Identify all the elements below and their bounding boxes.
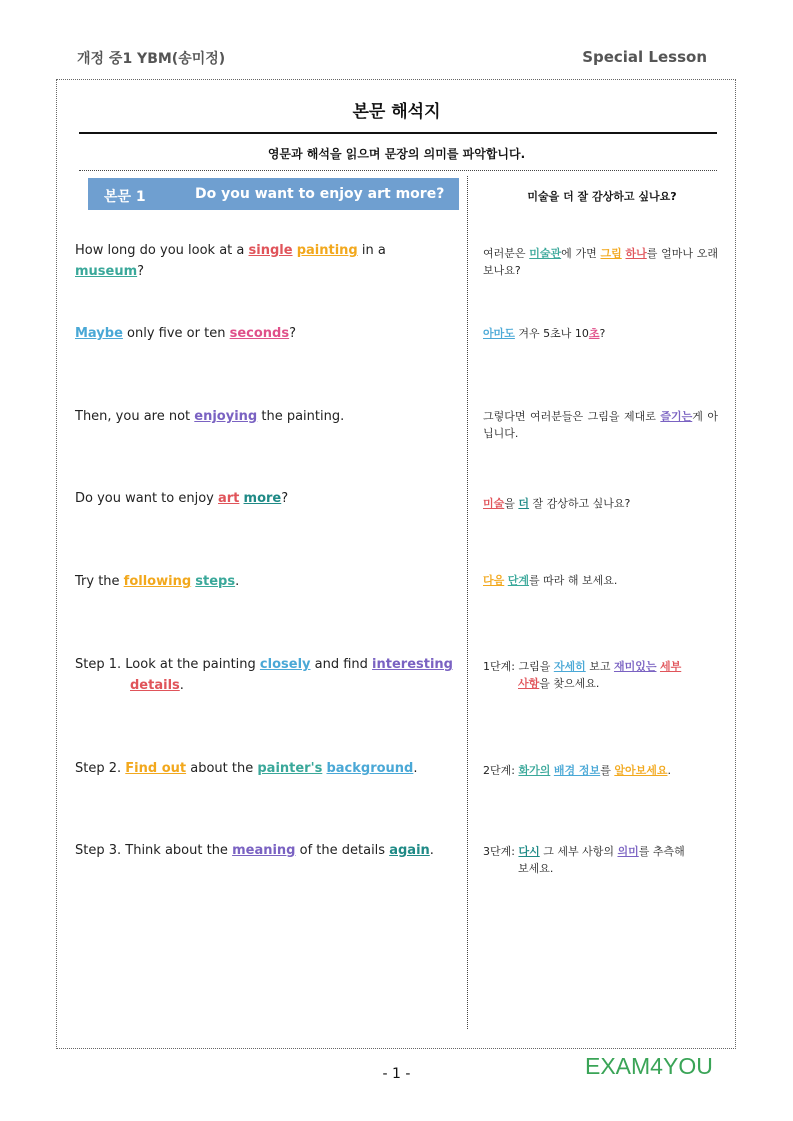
text-segment: 그 세부 사항의 (539, 845, 618, 858)
text-segment: ? (599, 327, 606, 340)
en-line (75, 240, 455, 282)
text-segment: 를 추측해 (638, 845, 685, 858)
text-segment: 2단계: (483, 764, 519, 777)
highlighted-word: single (248, 243, 293, 258)
section-number: 본문 1 (104, 189, 146, 205)
text-segment: 보세요. (518, 862, 554, 875)
en-line (75, 758, 455, 779)
kr-line (483, 860, 718, 877)
highlighted-word: 하나 (625, 247, 647, 260)
highlighted-word: 미술 (483, 497, 505, 510)
english-sentence (75, 758, 455, 779)
text-segment: . (413, 761, 418, 776)
text-segment: about the (186, 761, 258, 776)
en-line (75, 406, 455, 427)
highlighted-word: 아마도 (483, 327, 515, 340)
en-line (75, 323, 455, 344)
text-segment: Step 1. Look at the painting (75, 657, 260, 672)
highlighted-word: 배경 정보 (553, 764, 601, 777)
exam4you-logo: EXAM4YOU (585, 1053, 713, 1079)
header-course: 개정 중1 YBM(송미정) (77, 51, 226, 67)
column-divider (467, 176, 468, 1029)
text-segment: . (179, 678, 184, 693)
text-segment: ? (137, 264, 145, 279)
en-line (75, 488, 455, 509)
text-segment: 에 가면 (561, 247, 601, 260)
text-segment: 게 아닙니다. (483, 410, 718, 440)
korean-translation (483, 245, 718, 279)
en-line (75, 571, 455, 592)
text-segment: ? (289, 326, 296, 341)
highlighted-word: 초 (588, 327, 600, 340)
text-segment: Step 3. Think about the (75, 843, 233, 858)
highlighted-word: painter's (257, 761, 323, 776)
page-frame (56, 79, 736, 1049)
text-segment: in a (357, 243, 386, 258)
text-segment: 를 따라 해 보세요. (529, 574, 618, 587)
kr-line (483, 495, 718, 512)
korean-translation (483, 658, 718, 692)
title-divider (79, 132, 717, 134)
korean-translation (483, 843, 718, 877)
text-segment: 잘 감상하고 싶나요? (529, 497, 631, 510)
highlighted-word: enjoying (194, 409, 258, 424)
en-line (75, 840, 455, 861)
kr-line (483, 408, 718, 442)
header-lesson: Special Lesson (582, 48, 707, 66)
highlighted-word: painting (296, 243, 358, 258)
text-segment: 그렇다면 여러분들은 그림을 제대로 (483, 410, 661, 423)
english-sentence (75, 571, 455, 592)
highlighted-word: museum (75, 264, 138, 279)
highlighted-word: 사항 (518, 677, 540, 690)
text-segment: and find (310, 657, 373, 672)
section-header (88, 178, 459, 210)
english-sentence (75, 323, 455, 344)
text-segment: 3단계: (483, 845, 519, 858)
text-segment: 겨우 5초나 10 (514, 327, 589, 340)
text-segment: . (667, 764, 671, 777)
highlighted-word: background (326, 761, 414, 776)
korean-translation (483, 325, 718, 342)
subtitle-divider (79, 170, 717, 171)
highlighted-word: 알아보세요 (614, 764, 668, 777)
highlighted-word: 다시 (518, 845, 540, 858)
text-segment: 을 (504, 497, 519, 510)
highlighted-word: 의미 (617, 845, 639, 858)
highlighted-word: art (218, 491, 240, 506)
kr-line (483, 658, 718, 675)
english-sentence (75, 488, 455, 509)
highlighted-word: seconds (229, 326, 290, 341)
highlighted-word: more (243, 491, 282, 506)
text-segment: 을 찾으세요. (539, 677, 600, 690)
highlighted-word: meaning (232, 843, 296, 858)
section-title: Do you want to enjoy art more? (195, 186, 445, 202)
highlighted-word: 단계 (507, 574, 530, 587)
korean-translation (483, 572, 718, 589)
highlighted-word: again (389, 843, 430, 858)
text-segment: ? (281, 491, 289, 506)
korean-translation (483, 762, 718, 779)
highlighted-word: 재미있는 (613, 660, 657, 673)
kr-line (483, 675, 718, 692)
highlighted-word: 화가의 (518, 764, 551, 777)
en-line (75, 675, 455, 696)
highlighted-word: following (123, 574, 192, 589)
highlighted-word: interesting (372, 657, 453, 672)
text-segment: 보고 (585, 660, 614, 673)
text-segment: Try the (75, 574, 124, 589)
korean-translation (483, 408, 718, 442)
kr-line (483, 572, 718, 589)
korean-translation (483, 495, 718, 512)
text-segment: the painting. (257, 409, 345, 424)
kr-line (483, 245, 718, 279)
page-number: - 1 - (382, 1066, 411, 1082)
english-sentence (75, 240, 455, 282)
kr-line (483, 843, 718, 860)
text-segment: . (235, 574, 240, 589)
highlighted-word: 그림 (600, 247, 622, 260)
page-subtitle: 영문과 해석을 읽으며 문장의 의미를 파악합니다. (267, 147, 526, 161)
kr-line (483, 762, 718, 779)
english-sentence (75, 406, 455, 427)
highlighted-word: details (130, 678, 180, 693)
page-title: 본문 해석지 (352, 102, 441, 122)
text-segment: . (429, 843, 434, 858)
text-segment: How long do you look at a (75, 243, 249, 258)
text-segment: 를 (600, 764, 615, 777)
highlighted-word: closely (259, 657, 311, 672)
text-segment: 1단계: 그림을 (483, 660, 554, 673)
kr-line (483, 325, 718, 342)
text-segment: 여러분은 (483, 247, 530, 260)
text-segment: 를 얼마나 오래 보나요? (483, 247, 719, 277)
text-segment: Step 2. (75, 761, 126, 776)
text-segment: only five or ten (122, 326, 230, 341)
korean-section-title: 미술을 더 잘 감상하고 싶나요? (527, 190, 677, 203)
english-sentence (75, 654, 455, 696)
en-line (75, 654, 455, 675)
highlighted-word: Maybe (75, 326, 123, 341)
english-sentence (75, 840, 455, 861)
highlighted-word: 세부 (659, 660, 682, 673)
text-segment: Then, you are not (75, 409, 195, 424)
highlighted-word: 미술관 (529, 247, 562, 260)
highlighted-word: steps (195, 574, 236, 589)
highlighted-word: 즐기는 (660, 410, 693, 423)
highlighted-word: Find out (125, 761, 187, 776)
text-segment: of the details (295, 843, 390, 858)
highlighted-word: 자세히 (553, 660, 586, 673)
highlighted-word: 더 (518, 497, 530, 510)
text-segment: Do you want to enjoy (75, 491, 218, 506)
highlighted-word: 다음 (483, 574, 505, 587)
